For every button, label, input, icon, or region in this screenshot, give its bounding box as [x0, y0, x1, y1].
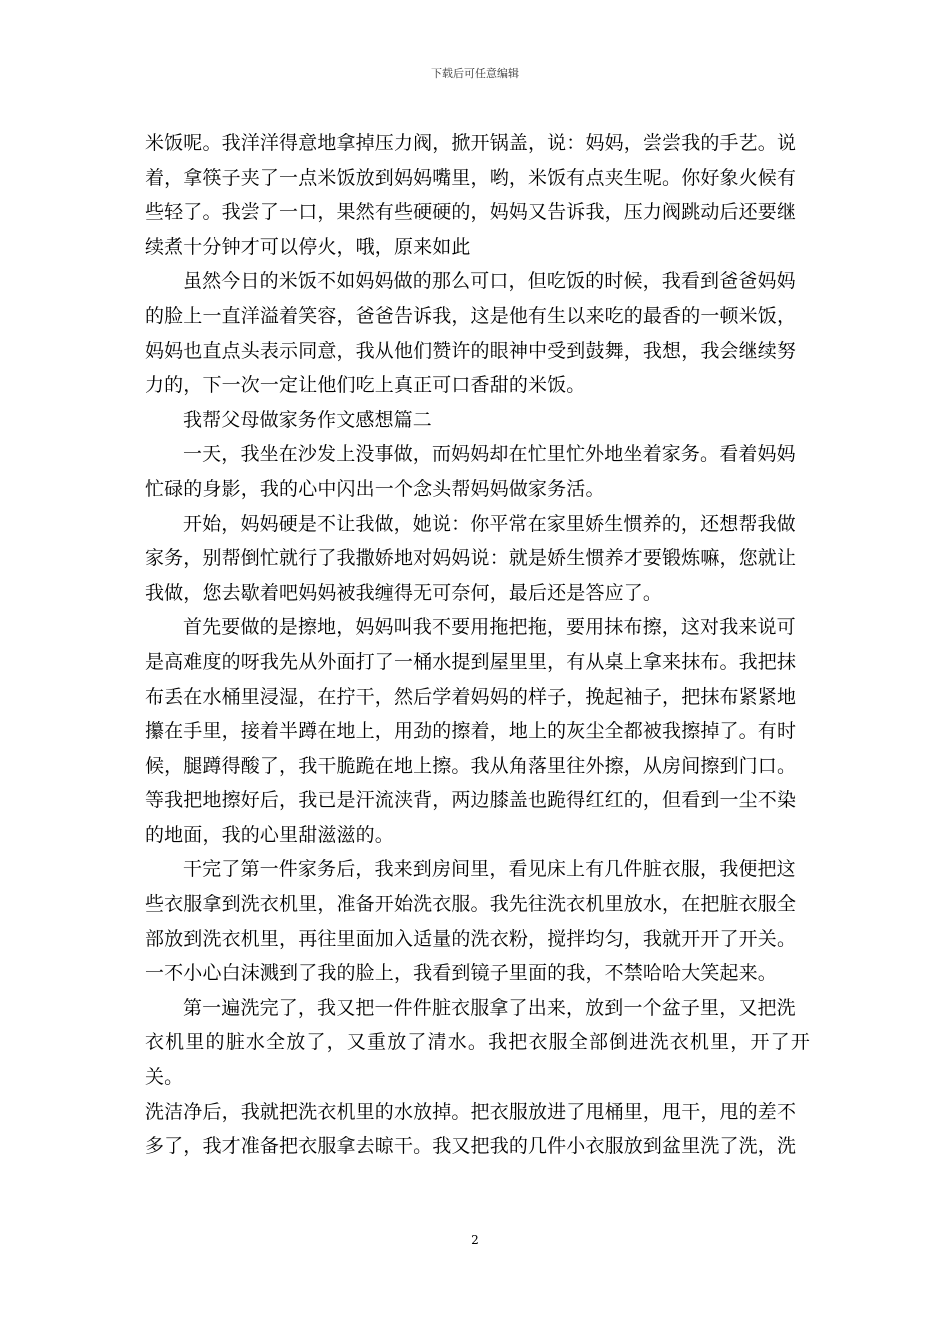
paragraph: 一天，我坐在沙发上没事做，而妈妈却在忙里忙外地坐着家务。看着妈妈 忙碌的身影，我的心中闪出一个念头帮妈妈做家务活。 — [145, 443, 796, 500]
document-body — [145, 126, 810, 1164]
page-header: 下载后可任意编辑 — [431, 67, 519, 80]
page-number: 2 — [471, 1233, 479, 1247]
paragraph: 第一遍洗完了，我又把一件件脏衣服拿了出来，放到一个盆子里，又把洗 衣机里的脏水全放了，又重放了清水。我把衣服全部倒进洗衣机里，开了开关。 洗洁净后，我就把洗衣机里的水放掉。把衣服放进了甩桶里，甩干，甩的差不 多了，我才准备把衣服拿去晾干。我又把我的几件小衣服放到盆里洗了洗，洗 — [145, 996, 810, 1158]
paragraph: 虽然今日的米饭不如妈妈做的那么可口，但吃饭的时候，我看到爸爸妈妈 的脸上一直洋溢着笑容，爸爸告诉我，这是他有生以来吃的最香的一顿米饭， 妈妈也直点头表示同意，我从他们赞许的眼神中受到鼓舞，我想，我会继续努 力的，下一次一定让他们吃上真正可口香甜的米饭。 — [145, 270, 797, 397]
paragraph: 开始，妈妈硬是不让我做，她说：你平常在家里娇生惯养的，还想帮我做 家务，别帮倒忙就行了我撒娇地对妈妈说：就是娇生惯养才要锻炼嘛，您就让 我做，您去歇着吧妈妈被我缠得无可奈何，最后还是答应了。 — [145, 512, 797, 604]
section-title: 我帮父母做家务作文感想篇二 — [183, 408, 432, 431]
paragraph: 干完了第一件家务后，我来到房间里，看见床上有几件脏衣服，我便把这 些衣服拿到洗衣机里，准备开始洗衣服。我先往洗衣机里放水，在把脏衣服全 部放到洗衣机里，再往里面加入适量的洗衣粉，搅拌均匀，我就开开了开关。 一不小心白沫溅到了我的脸上，我看到镜子里面的我，不禁哈哈大笑起来。 — [145, 858, 797, 985]
paragraph-continued: 米饭呢。我洋洋得意地拿掉压力阀，掀开锅盖，说：妈妈，尝尝我的手艺。说 着，拿筷子夹了一点米饭放到妈妈嘴里，哟，米饭有点夹生呢。你好象火候有 些轻了。我尝了一口，果然有些硬硬的，妈妈又告诉我，压力阀跳动后还要继 续煮十分钟才可以停火，哦，原来如此 — [145, 132, 797, 258]
paragraph: 首先要做的是擦地，妈妈叫我不要用拖把拖，要用抹布擦，这对我来说可 是高难度的呀我先从外面打了一桶水提到屋里里，有从桌上拿来抹布。我把抹 布丢在水桶里浸湿，在拧干，然后学着妈妈的样子，挽起袖子，把抹布紧紧地 攥在手里，接着半蹲在地上，用劲的擦着，地上的灰尘全都被我擦掉了。有时 候，腿蹲得酸了，我干脆跪在地上擦。我从角落里往外擦，从房间擦到门口。 等我把地擦好后，我已是汗流浃背，两边膝盖也跪得红红的，但看到一尘不染 的地面，我的心里甜滋滋的。 — [145, 616, 797, 846]
